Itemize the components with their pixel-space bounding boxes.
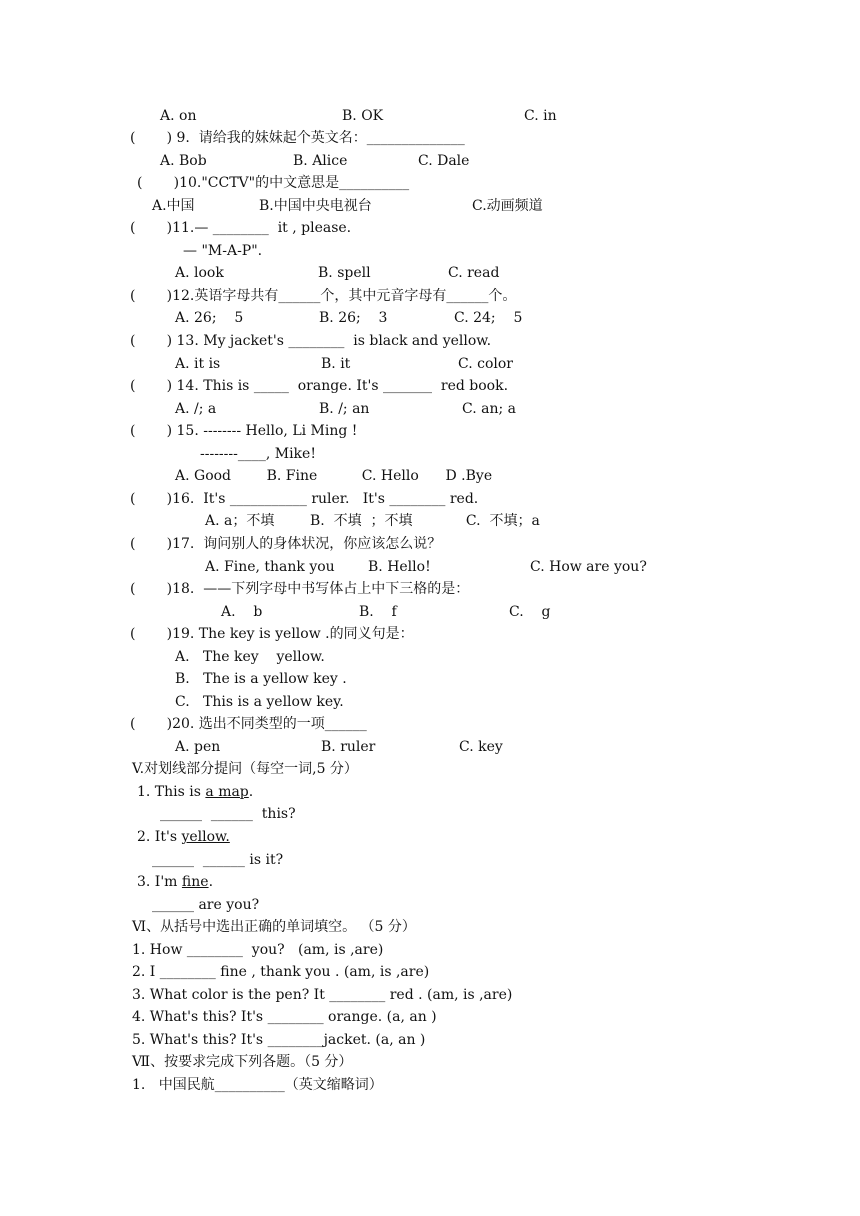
section-v-answer-3: ______ are you? <box>152 897 260 913</box>
underlined-phrase: fine <box>181 874 209 890</box>
q11-option-c: C. read <box>448 265 500 281</box>
item-text: . <box>248 784 254 800</box>
question-14: ( ) 14. This is _____ orange. It's _______ red book. <box>130 378 509 394</box>
question-16: ( )16. It's ___________ ruler. It's ________ red. <box>130 491 479 507</box>
option-b: B. OK <box>342 108 384 124</box>
question-10: ( )10."CCTV"的中文意思是__________ <box>137 175 410 191</box>
section-vi-item-1: 1. How ________ you? (am, is ,are) <box>132 942 384 958</box>
q15-options: A. Good B. Fine C. Hello D .Bye <box>175 468 493 484</box>
question-19: ( )19. The key is yellow .的同义句是： <box>130 626 414 642</box>
q17-option-c: C. How are you? <box>530 559 647 575</box>
q9-option-a: A. Bob <box>160 153 207 169</box>
q10-option-c: C.动画频道 <box>472 198 543 214</box>
section-vi-item-3: 3. What color is the pen? It ________ red . (am, is ,are) <box>132 987 513 1003</box>
section-vi-heading: Ⅵ、从括号中选出正确的单词填空。 （5 分） <box>132 919 416 935</box>
q10-option-a: A.中国 <box>152 198 195 214</box>
option-c: C. in <box>524 108 557 124</box>
section-v-item-1 <box>137 783 253 801</box>
question-18: ( )18. ——下列字母中书写体占上中下三格的是： <box>130 581 470 597</box>
section-v-answer-1: ______ ______ this? <box>160 806 296 822</box>
option-a: A. on <box>160 108 197 124</box>
q11-option-a: A. look <box>175 265 224 281</box>
question-11: ( )11.— ________ it , please. <box>130 220 352 236</box>
question-15: ( ) 15. -------- Hello, Li Ming ! <box>130 423 358 439</box>
q20-option-c: C. key <box>459 739 503 755</box>
underlined-phrase: a map <box>205 784 249 800</box>
section-v-heading: V.对划线部分提问（每空一词,5 分） <box>132 761 358 777</box>
q14-option-c: C. an; a <box>462 401 516 417</box>
question-13: ( ) 13. My jacket's ________ is black and yellow. <box>130 333 492 349</box>
q20-option-a: A. pen <box>175 739 221 755</box>
q19-option-b: B. The is a yellow key . <box>175 671 347 687</box>
q13-option-b: B. it <box>321 356 351 372</box>
q13-option-a: A. it is <box>175 356 221 372</box>
item-text: . <box>208 874 214 890</box>
section-vi-item-5: 5. What's this? It's ________jacket. (a, an ) <box>132 1032 426 1048</box>
q17-option-b: B. Hello! <box>368 559 431 575</box>
q20-option-b: B. ruler <box>321 739 376 755</box>
q15-second-line: --------____, Mike! <box>200 446 316 462</box>
q12-option-a: A. 26; 5 <box>175 310 244 326</box>
section-v-item-3 <box>137 873 213 891</box>
section-vi-item-2: 2. I ________ fine , thank you . (am, is ,are) <box>132 964 430 980</box>
section-vi-item-4: 4. What's this? It's ________ orange. (a, an ) <box>132 1009 437 1025</box>
section-v-answer-2: ______ ______ is it? <box>152 852 284 868</box>
q12-option-b: B. 26; 3 <box>319 310 388 326</box>
item-text: 1. This is <box>137 784 206 800</box>
q14-option-a: A. /; a <box>175 401 217 417</box>
q10-option-b: B.中国中央电视台 <box>259 198 372 214</box>
q18-option-b: B. f <box>359 604 397 620</box>
q11-second-line: — "M-A-P". <box>183 243 263 259</box>
q12-option-c: C. 24; 5 <box>454 310 523 326</box>
q18-option-a: A. b <box>221 604 263 620</box>
q16-options: A. a；不填 B. 不填 ；不填 C. 不填；a <box>205 513 540 529</box>
item-text: 3. I'm <box>137 874 182 890</box>
question-17: ( )17. 询问别人的身体状况，你应该怎么说？ <box>130 536 442 552</box>
underlined-phrase: yellow. <box>181 829 230 845</box>
section-vii-item-1: 1. 中国民航__________（英文缩略词） <box>132 1077 383 1093</box>
question-20: ( )20. 选出不同类型的一项______ <box>130 716 367 732</box>
question-9: ( ) 9. 请给我的妹妹起个英文名：______________ <box>130 130 465 146</box>
q19-option-a: A. The key yellow. <box>175 649 325 665</box>
q9-option-b: B. Alice <box>293 153 348 169</box>
q19-option-c: C. This is a yellow key. <box>175 694 344 710</box>
q11-option-b: B. spell <box>318 265 371 281</box>
item-text: 2. It's <box>137 829 182 845</box>
q13-option-c: C. color <box>458 356 513 372</box>
question-12: ( )12.英语字母共有______个，其中元音字母有______个。 <box>130 288 517 304</box>
q9-option-c: C. Dale <box>418 153 470 169</box>
q18-option-c: C. g <box>509 604 551 620</box>
section-v-item-2 <box>137 828 230 846</box>
q17-option-a: A. Fine, thank you <box>205 559 335 575</box>
q14-option-b: B. /; an <box>319 401 370 417</box>
section-vii-heading: Ⅶ、按要求完成下列各题。（5 分） <box>132 1054 353 1070</box>
